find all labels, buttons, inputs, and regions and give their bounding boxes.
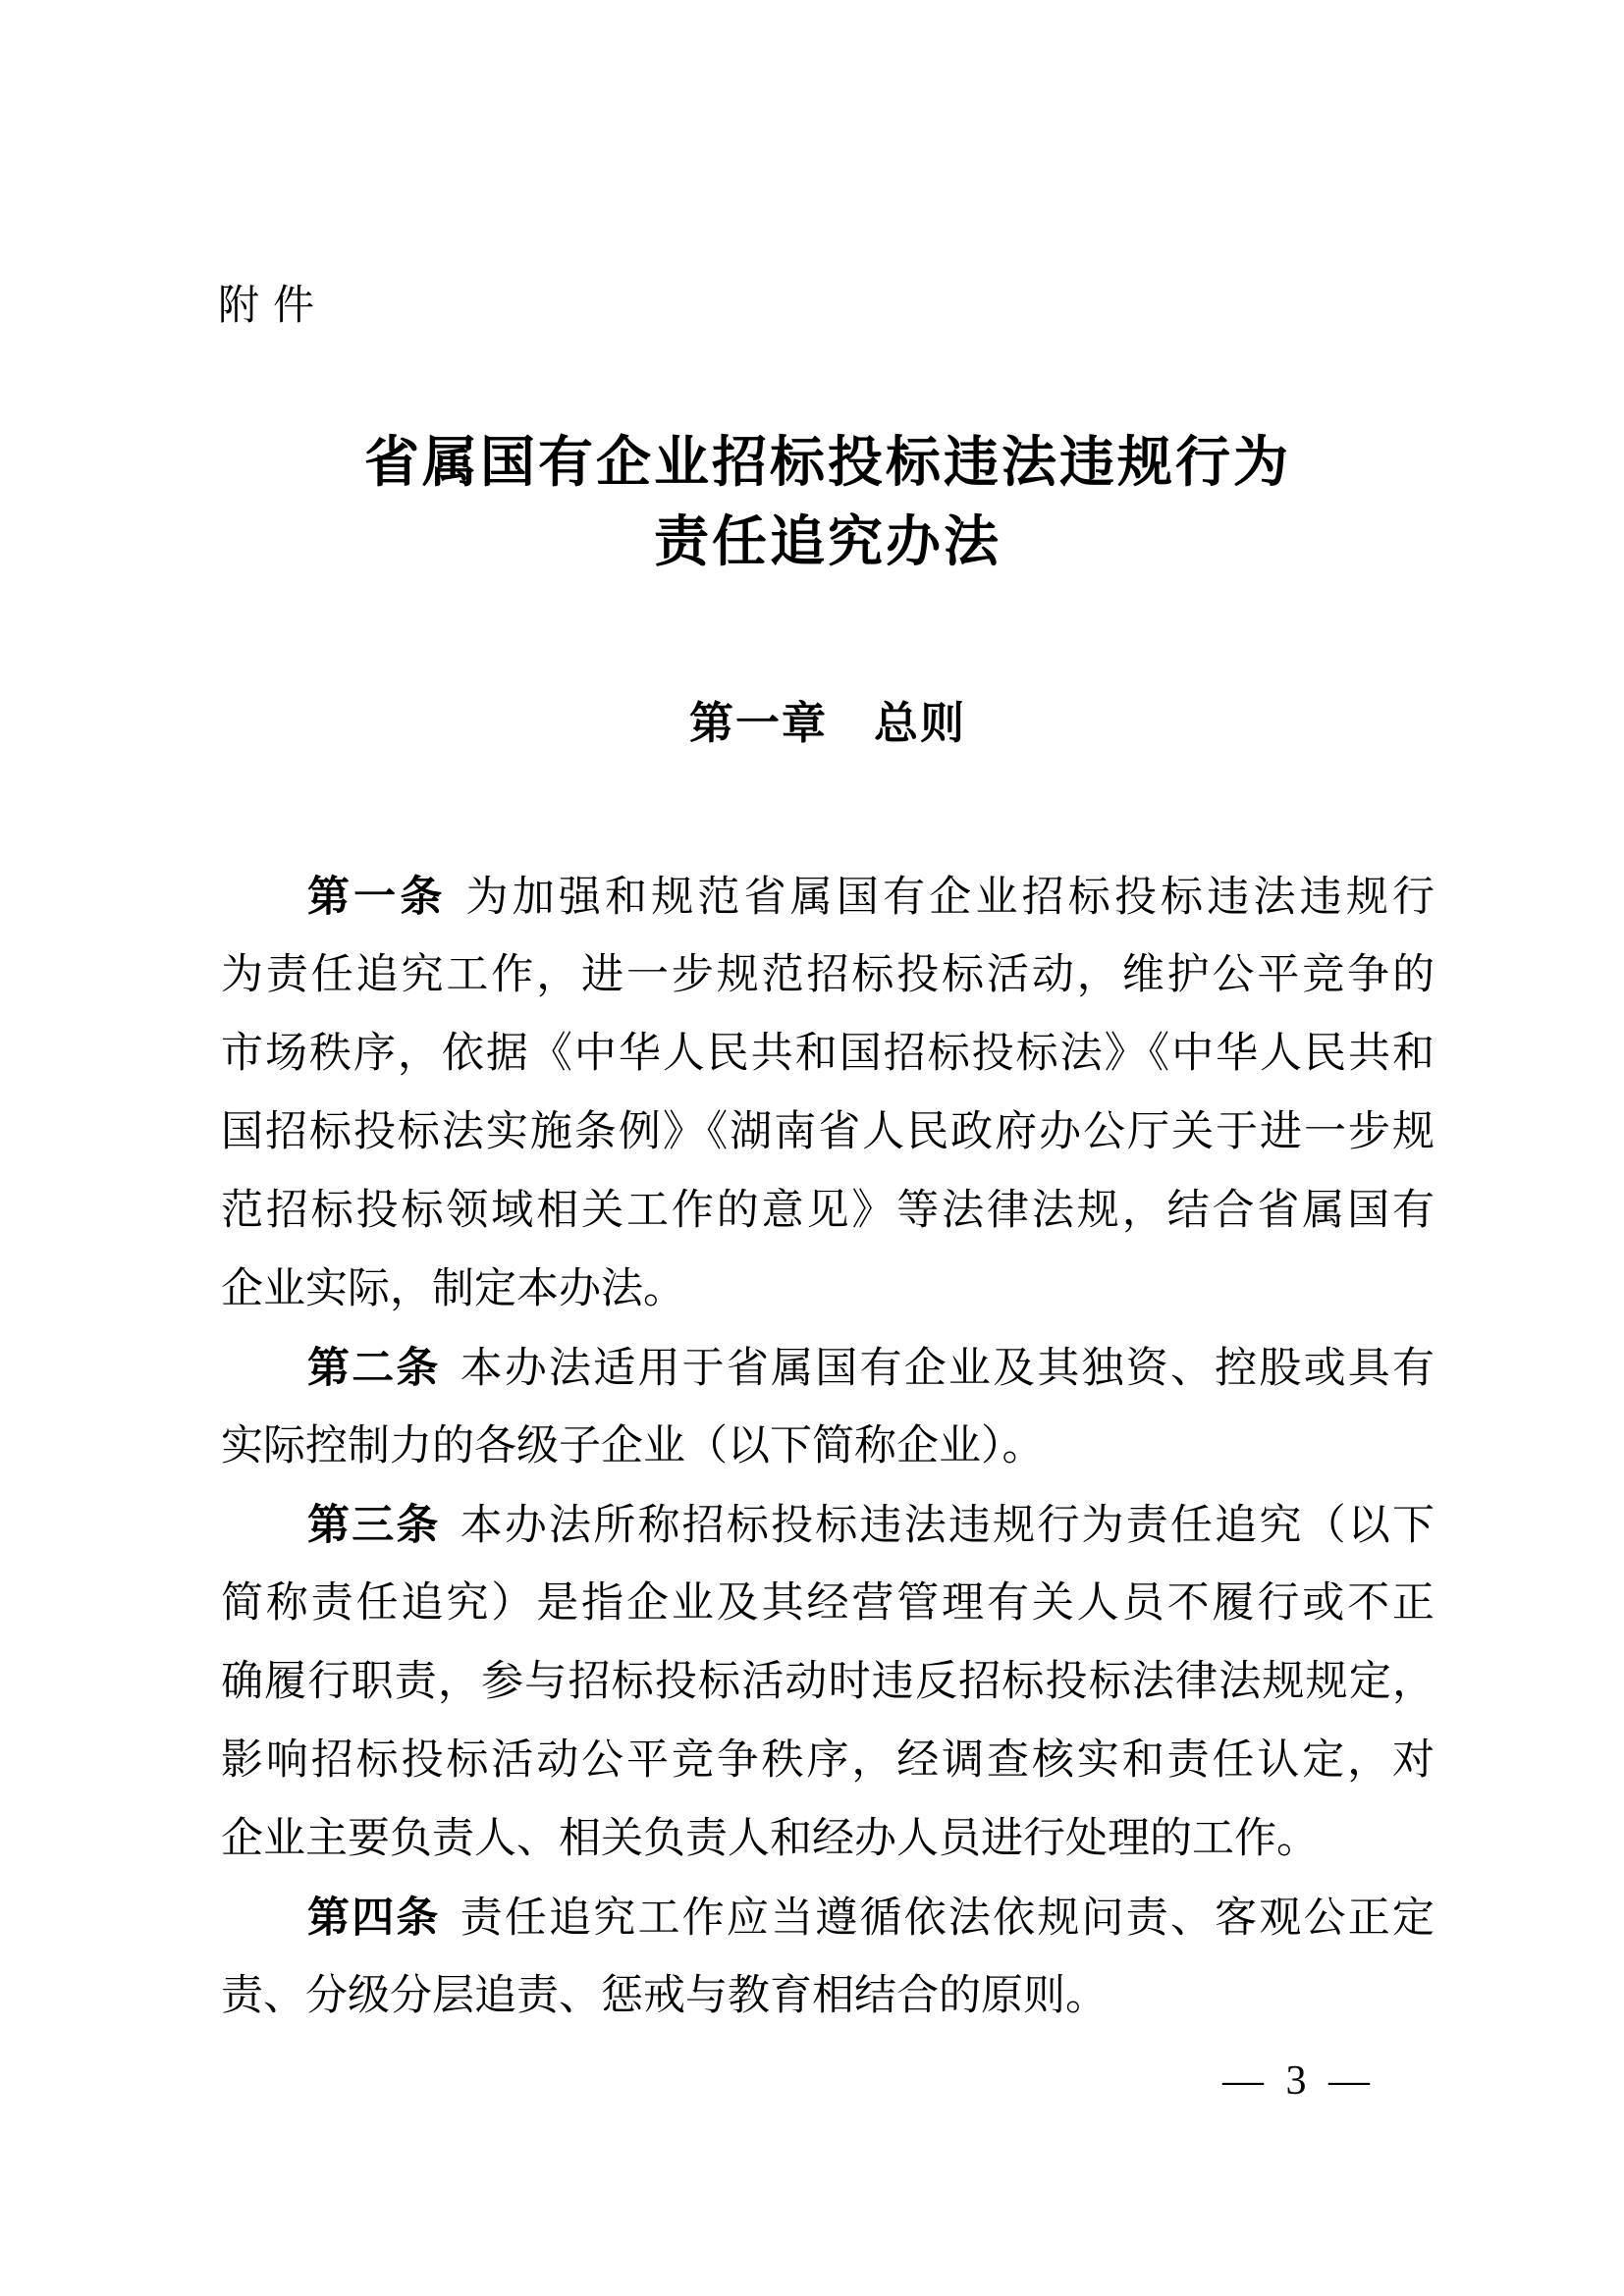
body-line: [221, 1800, 1435, 1879]
body-line: [221, 1015, 1435, 1094]
document-body: [221, 858, 1435, 2036]
document-title: [221, 422, 1435, 581]
article-number: 第三条: [307, 1502, 441, 1549]
article-number: 第二条: [307, 1345, 441, 1392]
body-line-text: 国招标投标法实施条例》《湖南省人民政府办公厅关于进一步规: [221, 1109, 1435, 1155]
body-line: [221, 1486, 1435, 1565]
body-line-text: 责任追究工作应当遵循依法依规问责、客观公正定: [460, 1896, 1435, 1942]
body-line-text: 范招标投标领域相关工作的意见》等法律法规，结合省属国有: [221, 1188, 1435, 1234]
body-line-text: 市场秩序，依据《中华人民共和国招标投标法》《中华人民共和: [221, 1031, 1435, 1077]
body-line-text: 为责任追究工作，进一步规范招标投标活动，维护公平竞争的: [221, 952, 1435, 998]
body-line: [221, 1094, 1435, 1172]
body-line: [221, 1643, 1435, 1722]
body-line: [221, 1329, 1435, 1408]
body-line: [221, 1251, 1435, 1329]
body-line: [221, 1879, 1435, 1957]
body-line-text: 企业实际，制定本办法。: [221, 1266, 685, 1312]
body-line-text: 本办法适用于省属国有企业及其独资、控股或具有: [460, 1346, 1435, 1392]
body-line-text: 为加强和规范省属国有企业招标投标违法违规行: [465, 875, 1435, 921]
body-line: [221, 858, 1435, 936]
body-line-text: 简称责任追究）是指企业及其经营管理有关人员不履行或不正: [221, 1580, 1435, 1627]
body-line-text: 实际控制力的各级子企业（以下简称企业）。: [221, 1423, 1045, 1469]
attachment-label: 附件: [218, 284, 329, 329]
body-line-text: 影响招标投标活动公平竞争秩序，经调查核实和责任认定，对: [221, 1737, 1435, 1784]
body-line-text: 本办法所称招标投标违法违规行为责任追究（以下: [460, 1503, 1435, 1549]
body-line: [221, 1957, 1435, 2036]
body-line: [221, 1722, 1435, 1800]
body-line-text: 确履行职责，参与招标投标活动时违反招标投标法律法规规定，: [221, 1659, 1435, 1705]
body-line: [221, 936, 1435, 1015]
page-number: — 3 —: [1222, 2058, 1376, 2104]
document-title-line-2: 责任追究办法: [654, 510, 1001, 572]
article-number: 第一条: [307, 874, 447, 921]
body-line: [221, 1408, 1435, 1486]
body-line-text: 责、分级分层追责、惩戒与教育相结合的原则。: [221, 1973, 1108, 2019]
document-title-line-1: 省属国有企业招标投标违法违规行为: [364, 431, 1291, 493]
body-line: [221, 1565, 1435, 1643]
body-line: [221, 1172, 1435, 1251]
article-number: 第四条: [307, 1895, 441, 1942]
body-line-text: 企业主要负责人、相关负责人和经办人员进行处理的工作。: [221, 1816, 1319, 1862]
chapter-heading: 第一章 总则: [688, 698, 966, 748]
